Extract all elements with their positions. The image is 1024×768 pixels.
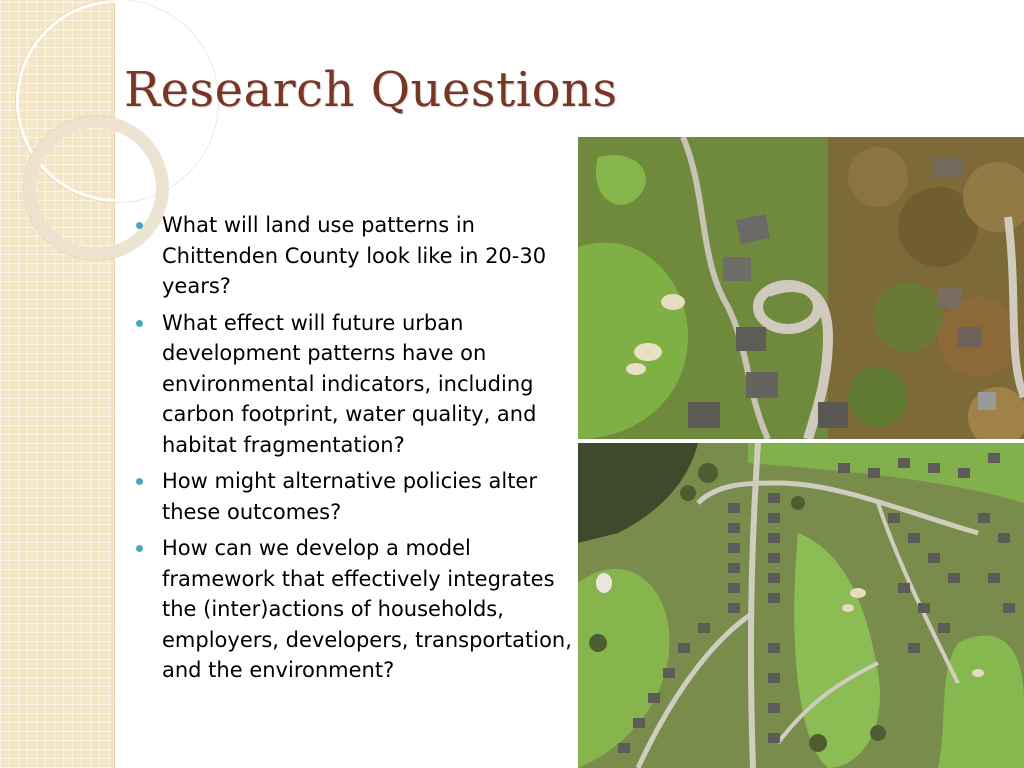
bullet-icon bbox=[136, 222, 143, 229]
bullet-icon bbox=[136, 545, 143, 552]
bullet-item bbox=[134, 210, 574, 302]
bullet-item bbox=[134, 466, 574, 527]
aerial-photo-cul-de-sac bbox=[578, 137, 1024, 439]
bullet-text: What effect will future urban development patterns have on environmental indicators, including carbon footprint, water quality, and habitat fragmentation? bbox=[162, 310, 537, 457]
bullet-item bbox=[134, 533, 574, 686]
decorative-side-strip bbox=[0, 0, 115, 768]
bullet-text: What will land use patterns in Chittenden County look like in 20-30 years? bbox=[162, 213, 547, 298]
bullet-item bbox=[134, 308, 574, 461]
slide-title: Research Questions bbox=[124, 62, 618, 118]
bullet-text: How can we develop a model framework that effectively integrates the (inter)actions of households, employers, developers, transportation, and the environment? bbox=[162, 536, 572, 682]
bullet-icon bbox=[136, 478, 143, 485]
bullet-text: How might alternative policies alter these outcomes? bbox=[162, 469, 537, 524]
bullet-list bbox=[134, 210, 574, 692]
bullet-icon bbox=[136, 320, 143, 327]
aerial-photo-subdivision bbox=[578, 443, 1024, 768]
